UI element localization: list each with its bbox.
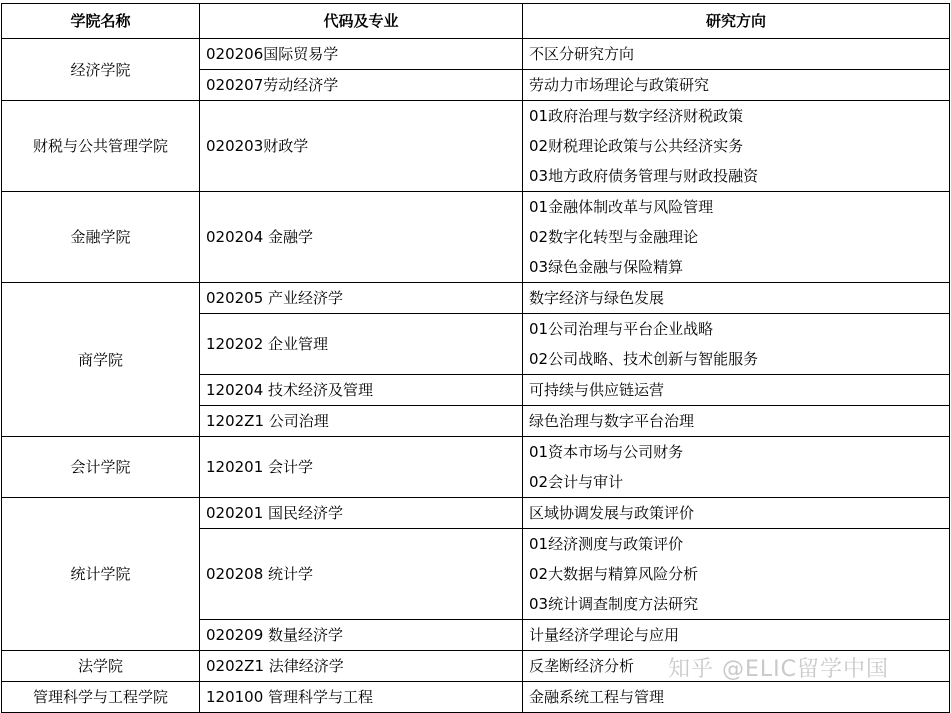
table-row — [2, 283, 950, 314]
major-code-name: 020206国际贸易学 — [200, 39, 523, 70]
major-code-name: 020209 数量经济学 — [200, 620, 523, 651]
table-body — [2, 39, 950, 713]
table-row — [2, 192, 950, 283]
research-direction-item: 不区分研究方向 — [529, 45, 635, 63]
research-direction-item: 劳动力市场理论与政策研究 — [529, 76, 710, 94]
major-code-name: 1202Z1 公司治理 — [200, 406, 523, 437]
research-direction-item: 01公司治理与平台企业战略 — [529, 320, 714, 338]
college-name: 商学院 — [2, 283, 200, 437]
research-directions — [523, 192, 950, 283]
research-direction-item: 反垄断经济分析 — [529, 657, 635, 675]
research-direction-item: 03绿色金融与保险精算 — [529, 258, 684, 276]
research-directions — [523, 375, 950, 406]
research-directions — [523, 70, 950, 101]
major-code-name: 120201 会计学 — [200, 437, 523, 498]
research-direction-item: 01资本市场与公司财务 — [529, 443, 684, 461]
research-direction-item: 金融系统工程与管理 — [529, 688, 665, 706]
watermark: 知乎 @ELIC留学中国 — [668, 657, 890, 682]
research-direction-item: 02数字化转型与金融理论 — [529, 228, 699, 246]
major-code-name: 120202 企业管理 — [200, 314, 523, 375]
table-row — [2, 437, 950, 498]
major-code-name: 020207劳动经济学 — [200, 70, 523, 101]
research-directions — [523, 406, 950, 437]
research-directions — [523, 529, 950, 620]
research-direction-item: 01政府治理与数字经济财税政策 — [529, 107, 744, 125]
table-row — [2, 682, 950, 713]
research-direction-item: 02公司战略、技术创新与智能服务 — [529, 350, 759, 368]
research-direction-item: 03统计调查制度方法研究 — [529, 595, 699, 613]
research-direction-item: 02大数据与精算风险分析 — [529, 565, 699, 583]
major-code-name: 120204 技术经济及管理 — [200, 375, 523, 406]
table-row — [2, 498, 950, 529]
research-direction-item: 可持续与供应链运营 — [529, 381, 665, 399]
research-direction-item: 03地方政府债务管理与财政投融资 — [529, 167, 759, 185]
research-directions — [523, 283, 950, 314]
college-name: 管理科学与工程学院 — [2, 682, 200, 713]
table-row — [2, 39, 950, 70]
major-code-name: 120100 管理科学与工程 — [200, 682, 523, 713]
college-name: 会计学院 — [2, 437, 200, 498]
college-name: 统计学院 — [2, 498, 200, 651]
major-code-name: 020204 金融学 — [200, 192, 523, 283]
major-code-name: 020203财政学 — [200, 101, 523, 192]
college-name: 金融学院 — [2, 192, 200, 283]
research-direction-item: 02会计与审计 — [529, 473, 624, 491]
college-name: 法学院 — [2, 651, 200, 682]
research-directions — [523, 620, 950, 651]
header-college: 学院名称 — [2, 4, 200, 39]
research-direction-item: 区域协调发展与政策评价 — [529, 504, 695, 522]
header-row — [2, 4, 950, 39]
research-direction-item: 数字经济与绿色发展 — [529, 289, 665, 307]
college-name: 经济学院 — [2, 39, 200, 101]
research-direction-item: 01经济测度与政策评价 — [529, 535, 684, 553]
table-row — [2, 101, 950, 192]
research-direction-item: 01金融体制改革与风险管理 — [529, 198, 714, 216]
research-direction-item: 02财税理论政策与公共经济实务 — [529, 137, 744, 155]
research-directions — [523, 314, 950, 375]
research-directions — [523, 437, 950, 498]
major-code-name: 020201 国民经济学 — [200, 498, 523, 529]
research-direction-item: 绿色治理与数字平台治理 — [529, 412, 695, 430]
programs-table — [1, 3, 950, 713]
research-directions — [523, 682, 950, 713]
header-major: 代码及专业 — [200, 4, 523, 39]
research-directions — [523, 498, 950, 529]
header-direction: 研究方向 — [523, 4, 950, 39]
college-name: 财税与公共管理学院 — [2, 101, 200, 192]
major-code-name: 020205 产业经济学 — [200, 283, 523, 314]
research-direction-item: 计量经济学理论与应用 — [529, 626, 680, 644]
research-directions — [523, 101, 950, 192]
major-code-name: 0202Z1 法律经济学 — [200, 651, 523, 682]
major-code-name: 020208 统计学 — [200, 529, 523, 620]
research-directions — [523, 39, 950, 70]
